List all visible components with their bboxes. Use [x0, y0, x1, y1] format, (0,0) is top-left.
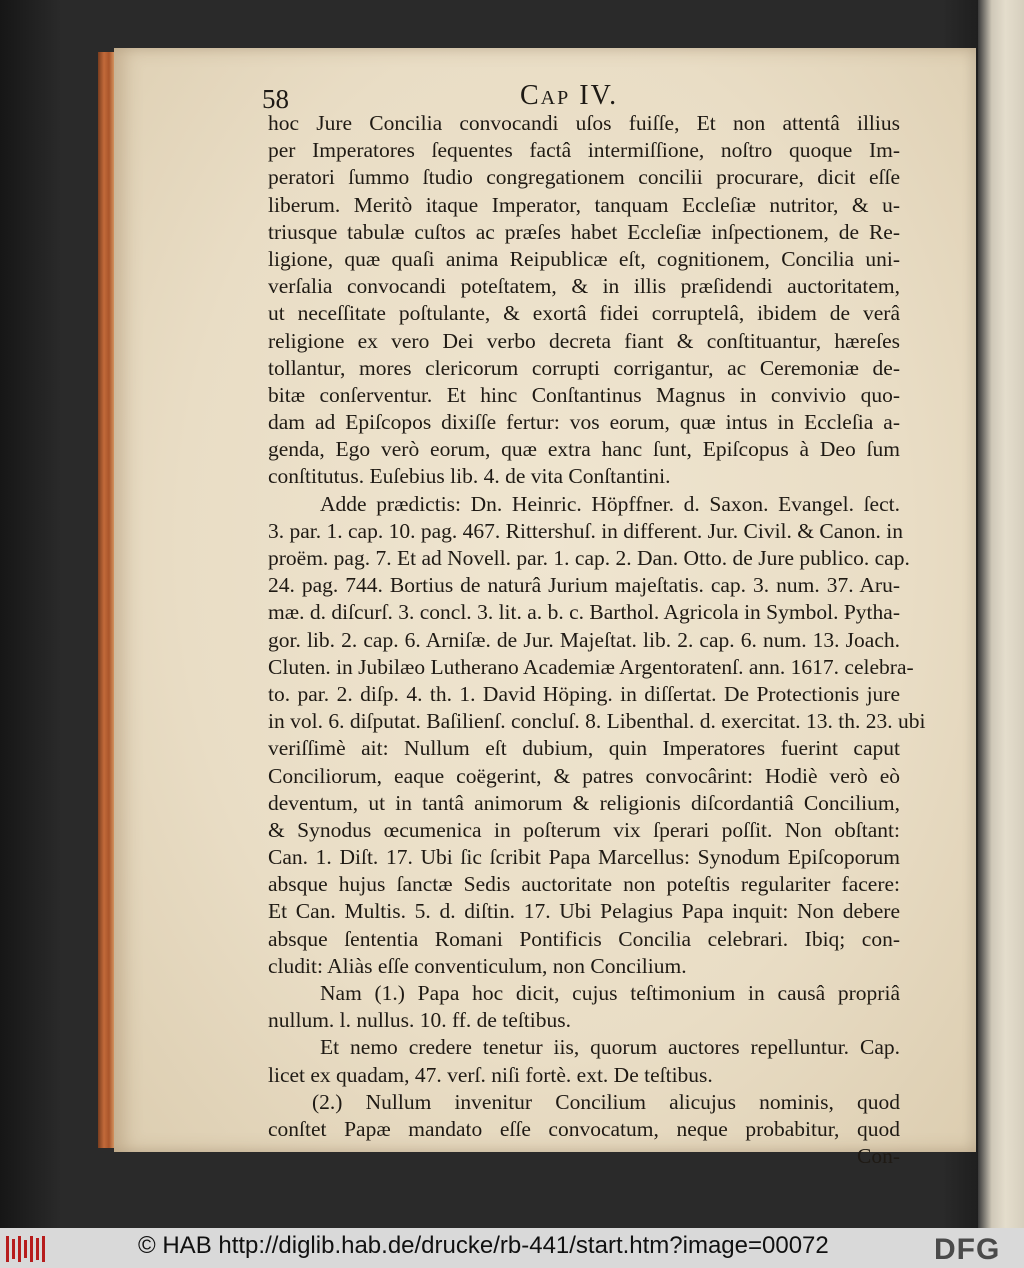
facing-page-edge: [978, 0, 1024, 1228]
text-line: proëm. pag. 7. Et ad Novell. par. 1. cap. 2. Dan. Otto. de Jure publico. cap.: [268, 546, 910, 570]
hab-logo-icon: [6, 1236, 50, 1262]
text-line: Et Can. Multis. 5. d. diſtin. 17. Ubi Pelagius Papa inquit: Non debere: [268, 899, 900, 924]
footer-bar: [0, 1228, 1024, 1268]
text-line: Can. 1. Diſt. 17. Ubi ſic ſcribit Papa Marcellus: Synodum Epiſcoporum: [268, 845, 900, 870]
text-line: liberum. Meritò itaque Imperator, tanquam Eccleſiæ nutritor, & u-: [268, 192, 900, 217]
text-line: tollantur, mores clericorum corrupti corrigantur, ac Ceremoniæ de-: [268, 355, 900, 380]
text-line: gor. lib. 2. cap. 6. Arniſæ. de Jur. Majeſtat. lib. 2. cap. 6. num. 13. Joach.: [268, 627, 900, 652]
text-line: peratori ſummo ſtudio congregationem concilii procurare, dicit eſſe: [268, 165, 900, 190]
text-line: veriſſimè ait: Nullum eſt dubium, quin Imperatores fuerint caput: [268, 736, 900, 761]
text-line: Con-: [857, 1144, 900, 1169]
text-line: Adde prædictis: Dn. Heinric. Höpffner. d. Saxon. Evangel. ſect.: [320, 491, 900, 516]
text-line: religione ex vero Dei verbo decreta fiant & conſtituantur, hæreſes: [268, 328, 900, 353]
text-line: deventum, ut in tantâ animorum & religionis diſcordantiâ Concilium,: [268, 790, 900, 815]
text-line: bitæ conſerventur. Et hinc Conſtantinus Magnus in convivio quo-: [268, 382, 900, 407]
text-line: absque hujus ſanctæ Sedis auctoritate non poteſtis regulariter facere:: [268, 872, 900, 897]
text-line: to. par. 2. diſp. 4. th. 1. David Höping. in diſſertat. De Protectionis jure: [268, 681, 900, 706]
text-line: hoc Jure Concilia convocandi uſos fuiſſe, Et non attentâ illius: [268, 111, 900, 135]
text-line: Nam (1.) Papa hoc dicit, cujus teſtimonium in causâ propriâ: [320, 981, 900, 1005]
text-line: mæ. d. diſcurſ. 3. concl. 3. lit. a. b. c. Barthol. Agricola in Symbol. Pytha-: [268, 600, 900, 625]
text-line: in vol. 6. diſputat. Baſilienſ. concluſ. 8. Libenthal. d. exercitat. 13. th. 23. ubi: [268, 709, 926, 734]
text-line: 3. par. 1. cap. 10. pag. 467. Rittershuſ. in different. Jur. Civil. & Canon. in: [268, 518, 903, 543]
text-line: verſalia convocandi poteſtatem, & in illis præſidendi auctoritatem,: [268, 274, 900, 299]
text-line: Conciliorum, eaque coëgerint, & patres convocârint: Hodiè verò eò: [268, 763, 900, 788]
text-line: per Imperatores ſequentes factâ intermiſſione, noſtro quoque Im-: [268, 138, 900, 163]
copyright-link[interactable]: © HAB http://diglib.hab.de/drucke/rb-441/start.htm?image=00072: [138, 1232, 829, 1259]
text-line: conſtitutus. Euſebius lib. 4. de vita Conſtantini.: [268, 464, 671, 489]
text-line: licet ex quadam, 47. verſ. niſi fortè. ext. De teſtibus.: [268, 1062, 713, 1087]
text-line: cludit: Aliàs eſſe conventiculum, non Concilium.: [268, 953, 687, 978]
running-head: Cap IV.: [520, 80, 619, 111]
body-text: [268, 110, 926, 1170]
text-line: 24. pag. 744. Bortius de naturâ Jurium majeſtatis. cap. 3. num. 37. Aru-: [268, 573, 900, 598]
text-line: genda, Ego verò eorum, quæ extra hanc ſunt, Epiſcopus à Deo ſum: [268, 437, 900, 462]
text-line: ligione, quæ quaſi anima Reipublicæ eſt, cognitionem, Concilia uni-: [268, 246, 900, 271]
text-line: Et nemo credere tenetur iis, quorum auctores repelluntur. Cap.: [320, 1035, 900, 1060]
text-line: absque ſententia Romani Pontificis Concilia celebrari. Ibiq; con-: [268, 926, 900, 951]
text-line: (2.) Nullum invenitur Concilium alicujus nominis, quod: [312, 1089, 900, 1114]
text-line: triusque tabulæ cuſtos ac præſes habet Eccleſiæ inſpectionem, de Re-: [268, 219, 900, 244]
text-line: Cluten. in Jubilæo Lutherano Academiæ Argentoratenſ. ann. 1617. celebra-: [268, 654, 914, 679]
text-line: ut neceſſitate poſtulante, & exortâ fidei corruptelâ, ibidem de verâ: [268, 301, 900, 326]
text-line: conſtet Papæ mandato eſſe convocatum, neque probabitur, quod: [268, 1116, 900, 1141]
dfg-logo: DFG: [934, 1233, 1001, 1266]
text-line: nullum. l. nullus. 10. ff. de teſtibus.: [268, 1008, 571, 1033]
text-line: dam ad Epiſcopos dixiſſe fertur: vos eorum, quæ intus in Eccleſia a-: [268, 410, 900, 435]
text-line: & Synodus œcumenica in poſterum vix ſperari poſſit. Non obſtant:: [268, 817, 900, 842]
page-number: 58: [262, 84, 289, 114]
